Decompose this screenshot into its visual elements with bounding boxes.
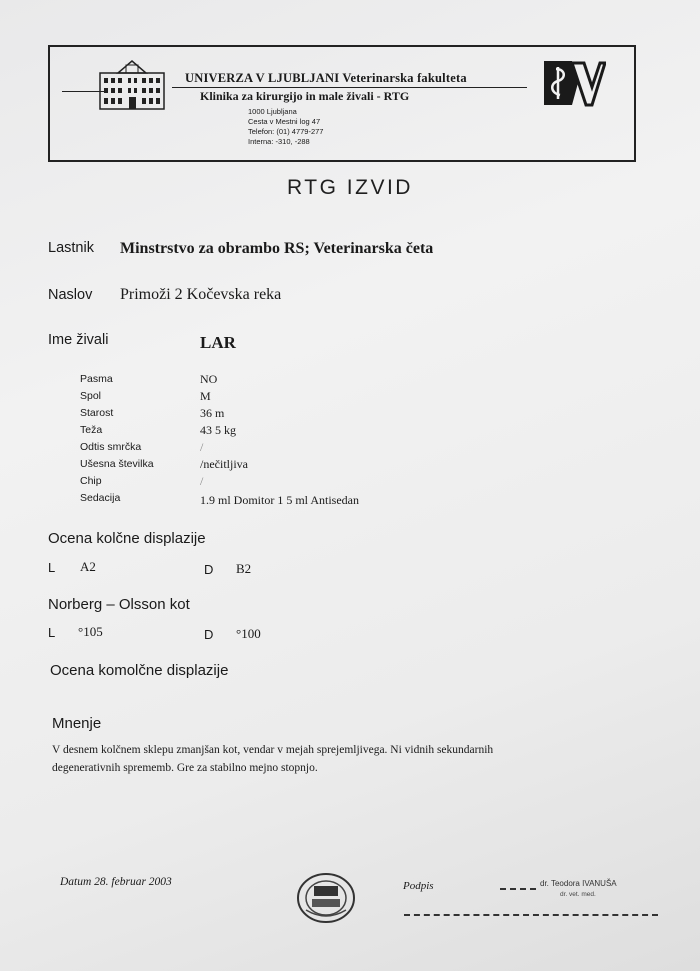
faculty-building-icon: [98, 59, 166, 111]
owner-value: Minstrstvo za obrambo RS; Veterinarska četa: [120, 240, 434, 257]
report-date: Datum 28. februar 2003: [60, 876, 172, 888]
weight-value: 43 5 kg: [200, 423, 236, 437]
signer-name: dr. Teodora IVANUŠA: [540, 879, 617, 888]
signature-label: Podpis: [403, 880, 434, 892]
norberg-left-label: L: [48, 625, 56, 640]
address-line: Cesta v Mestni log 47: [248, 117, 321, 126]
official-stamp-icon: [296, 872, 356, 924]
animal-name-label: Ime živali: [48, 332, 109, 348]
breed-value: NO: [200, 372, 218, 386]
nose-print-label: Odtis smrčka: [80, 441, 142, 453]
address-label: Naslov: [48, 287, 93, 303]
address-line: Telefon: (01) 4779-277: [248, 127, 324, 136]
address-value: Primoži 2 Kočevska reka: [120, 286, 282, 303]
signature-line: [404, 914, 658, 916]
weight-label: Teža: [80, 424, 103, 436]
norberg-right-label: D: [204, 627, 214, 642]
clinic-address: [248, 107, 323, 147]
sedation-value: 1.9 ml Domitor 1 5 ml Antisedan: [200, 493, 359, 507]
breed-label: Pasma: [80, 373, 113, 385]
hip-left-label: L: [48, 560, 56, 575]
age-label: Starost: [80, 407, 114, 419]
ear-number-value: /nečitljiva: [200, 457, 248, 471]
signer-title: dr. vet. med.: [560, 891, 596, 898]
sex-value: M: [200, 389, 211, 403]
owner-label: Lastnik: [48, 240, 94, 256]
letterhead-rule: [172, 87, 527, 88]
norberg-left-value: °105: [78, 624, 103, 639]
hip-left-value: A2: [80, 559, 96, 574]
letterhead: [48, 45, 636, 162]
norberg-heading: Norberg – Olsson kot: [48, 596, 190, 613]
hip-right-value: B2: [236, 561, 252, 576]
opinion-line-2: degenerativnih sprememb. Gre za stabilno mejno stopnjo.: [52, 762, 318, 774]
hip-right-label: D: [204, 562, 214, 577]
chip-label: Chip: [80, 475, 102, 487]
signature-stamp-line: [500, 888, 536, 890]
page-title: RTG IZVID: [287, 176, 413, 199]
age-value: 36 m: [200, 406, 225, 420]
chip-value: /: [200, 474, 204, 488]
opinion-line-1: V desnem kolčnem sklepu zmanjšan kot, vendar v mejah sprejemljivega. Ni vidnih sekundarnih: [52, 744, 494, 756]
ear-number-label: Ušesna številka: [80, 458, 154, 470]
address-line: Interna: -310, -288: [248, 137, 310, 146]
opinion-heading: Mnenje: [52, 715, 102, 732]
address-line: 1000 Ljubljana: [248, 107, 297, 116]
sex-label: Spol: [80, 390, 102, 402]
animal-name-value: LAR: [200, 333, 236, 352]
nose-print-value: /: [200, 440, 204, 454]
elbow-dysplasia-heading: Ocena komolčne displazije: [50, 662, 229, 679]
faculty-logo-icon: [542, 59, 606, 107]
university-name: UNIVERZA V LJUBLJANI Veterinarska fakulteta: [185, 71, 467, 85]
clinic-name: Klinika za kirurgijo in male živali - RTG: [200, 89, 410, 103]
sedation-label: Sedacija: [80, 492, 121, 504]
norberg-right-value: °100: [236, 626, 261, 641]
hip-dysplasia-heading: Ocena kolčne displazije: [48, 530, 206, 547]
